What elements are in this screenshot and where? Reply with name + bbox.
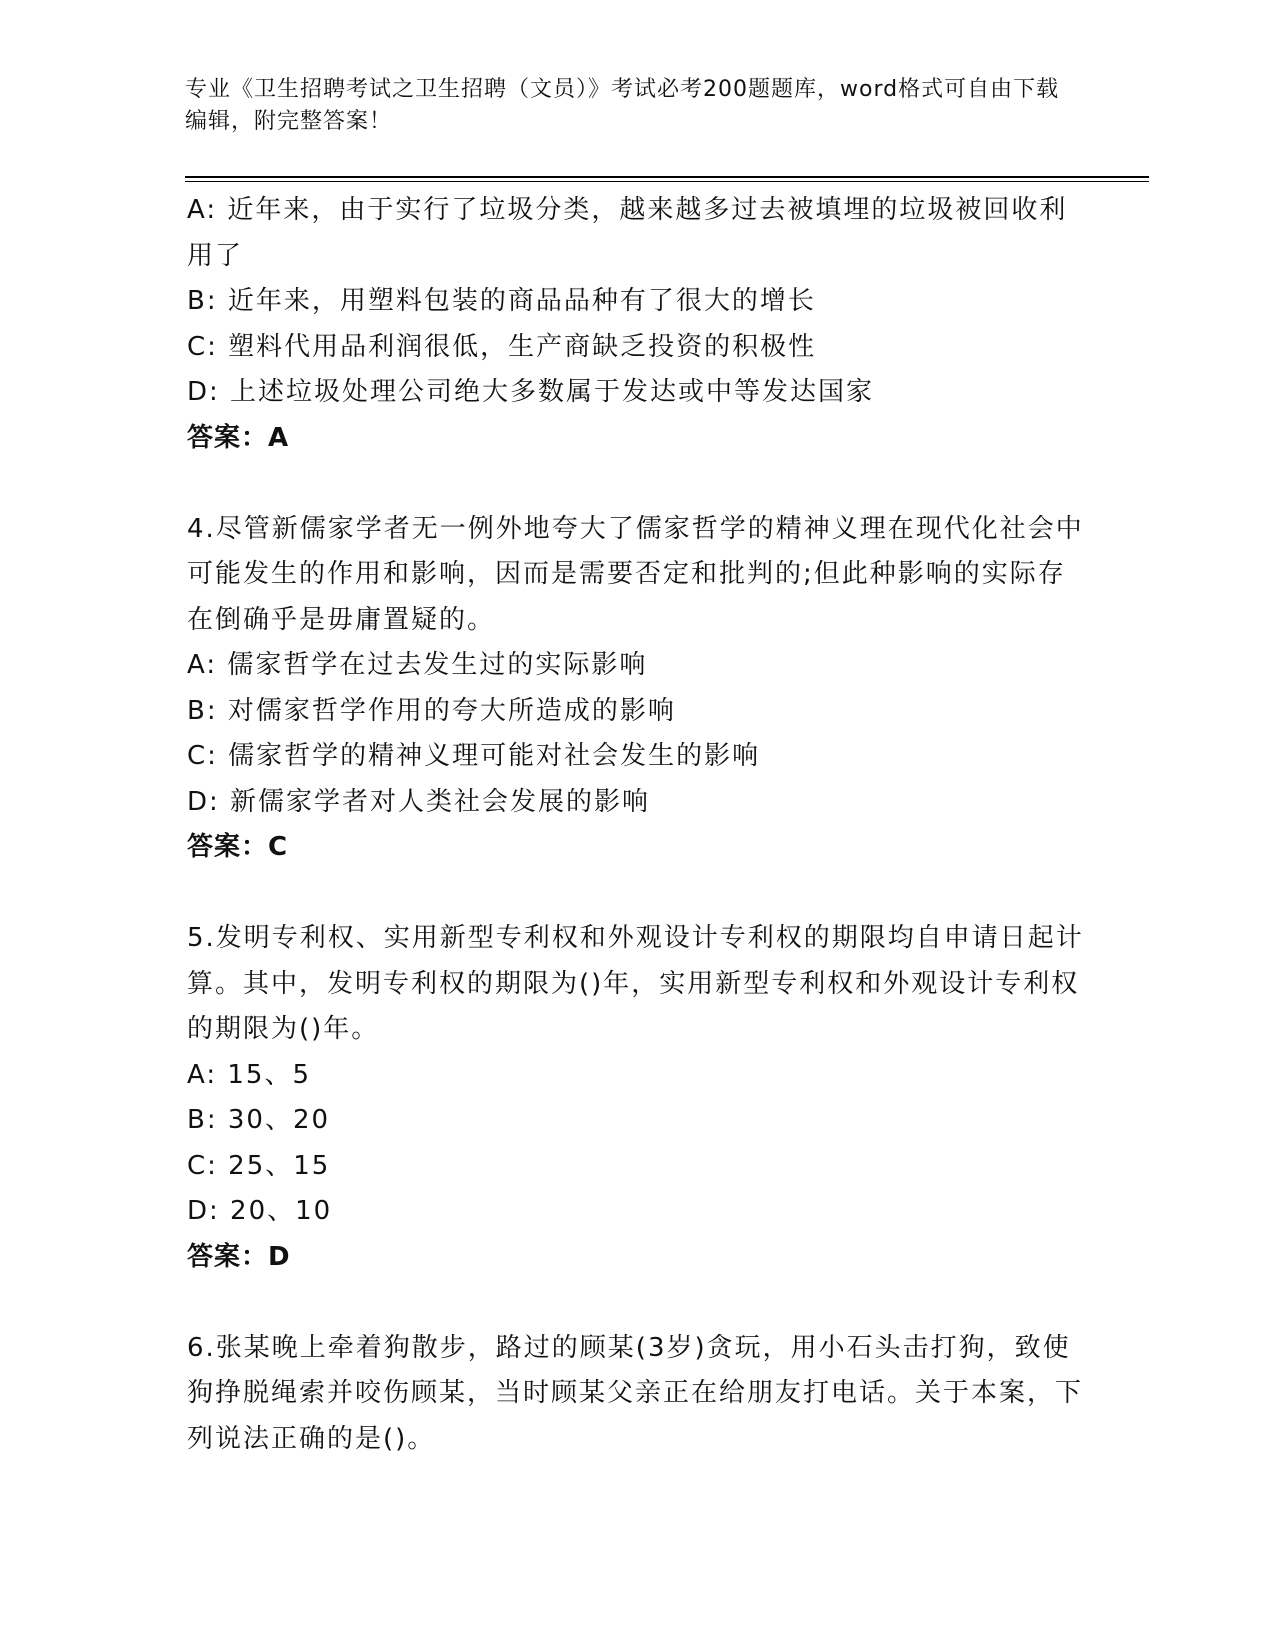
option-a: A: 15、5 [187,1059,311,1090]
option-d: D: 新儒家学者对人类社会发展的影响 [187,786,651,817]
question-text-4: 4.尽管新儒家学者无一例外地夸大了儒家哲学的精神义理在现代化社会中可能发生的作用和影响，因而是需要否定和批判的;但此种影响的实际存在倒确乎是毋庸置疑的。 [187,513,1084,635]
option-c: C: 25、15 [187,1150,331,1181]
option-b: B: 30、20 [187,1105,331,1135]
option-c: C: 塑料代用品利润很低，生产商缺乏投资的积极性 [187,331,817,362]
option-b: B: 对儒家哲学作用的夸大所造成的影响 [187,695,676,726]
option-a: A: 近年来，由于实行了垃圾分类，越来越多过去被填埋的垃圾被回收利用了 [187,195,1068,271]
header-rule-thick [185,176,1149,178]
question-text-5: 5.发明专利权、实用新型专利权和外观设计专利权的期限均自申请日起计算。其中，发明专利权的期限为()年，实用新型专利权和外观设计专利权的期限为()年。 [187,923,1084,1044]
answer-line: 答案：C [187,832,289,862]
answer-line: 答案：A [187,422,290,453]
answer-line: 答案：D [187,1241,291,1272]
option-d: D: 20、10 [187,1196,333,1226]
header-rule-thin [185,181,1149,182]
option-a: A: 儒家哲学在过去发生过的实际影响 [187,650,648,680]
option-b: B: 近年来，用塑料包装的商品品种有了很大的增长 [187,286,816,316]
question-list [187,188,1087,1462]
option-c: C: 儒家哲学的精神义理可能对社会发生的影响 [187,741,761,771]
document-header: 专业《卫生招聘考试之卫生招聘（文员）》考试必考200题题库，word格式可自由下载编辑，附完整答案！ [185,77,1060,134]
question-text-6: 6.张某晚上牵着狗散步，路过的顾某(3岁)贪玩，用小石头击打狗，致使狗挣脱绳索并咬伤顾某，当时顾某父亲正在给朋友打电话。关于本案，下列说法正确的是()。 [187,1332,1084,1454]
option-d: D: 上述垃圾处理公司绝大多数属于发达或中等发达国家 [187,377,875,407]
